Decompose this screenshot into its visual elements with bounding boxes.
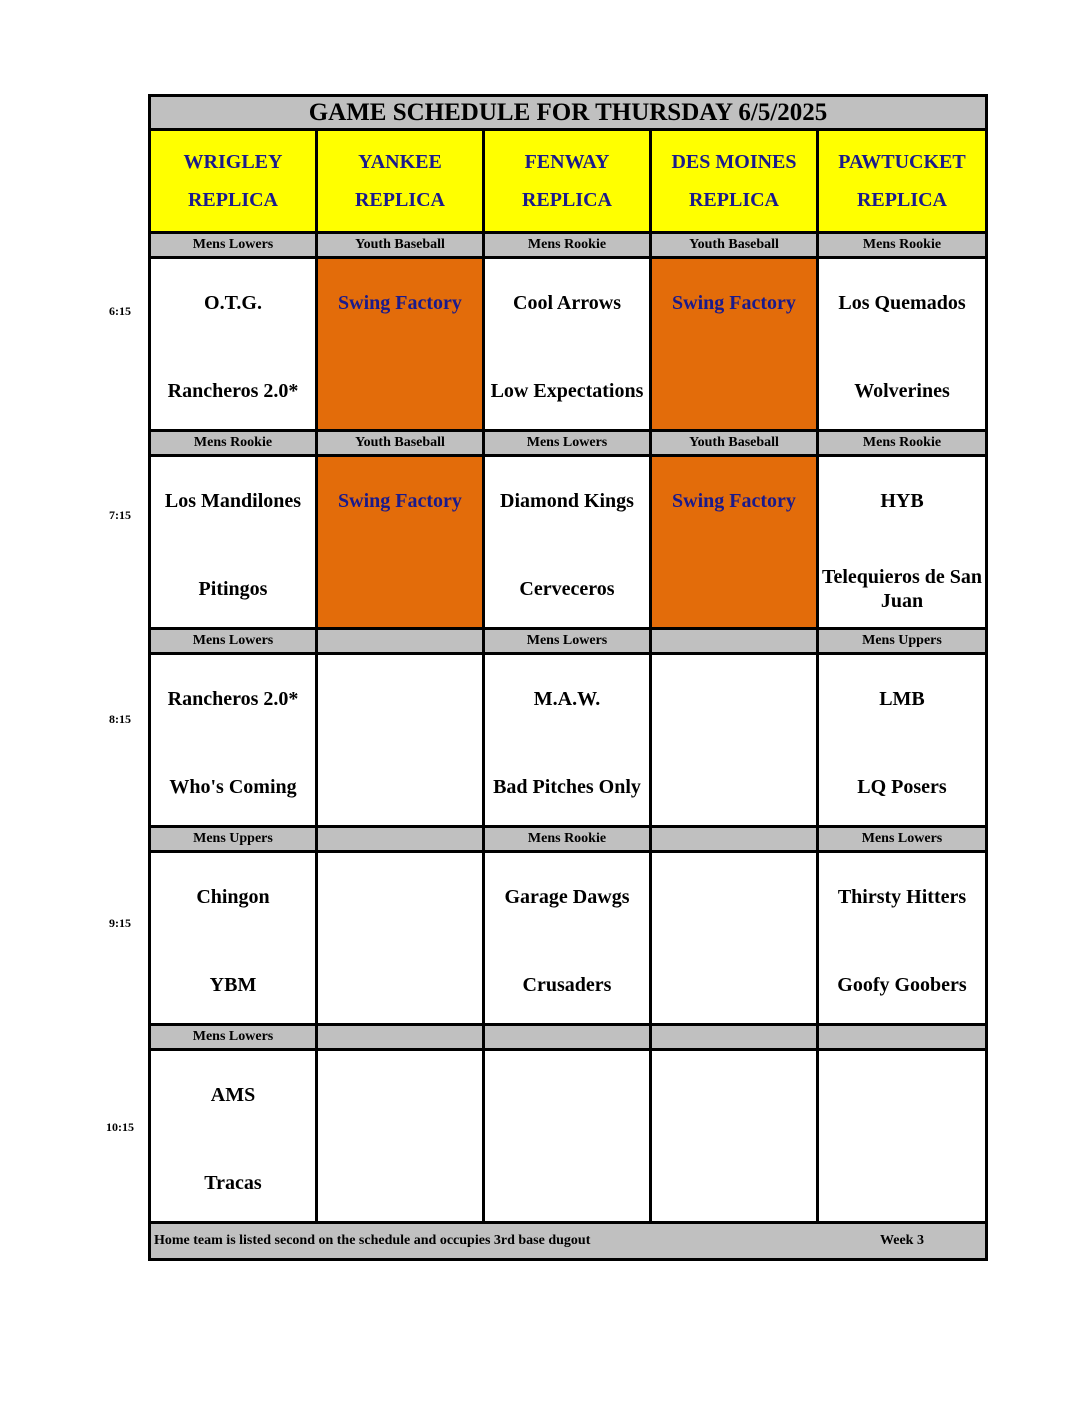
away-team (318, 1077, 482, 1113)
game-row (151, 655, 985, 828)
game-cell (318, 853, 485, 1023)
league-label (318, 1026, 485, 1048)
league-label: Mens Rookie (819, 234, 985, 256)
home-team: Tracas (204, 1172, 262, 1194)
away-team: Cool Arrows (513, 292, 621, 314)
venue-header-pawtucket (819, 131, 985, 231)
league-label: Mens Lowers (151, 1026, 318, 1048)
away-team: Swing Factory (672, 490, 796, 512)
time-label: 9:15 (109, 916, 131, 930)
game-cell (652, 1051, 819, 1221)
league-row (151, 630, 985, 655)
away-team (318, 681, 482, 717)
league-row (151, 1026, 985, 1051)
away-team (819, 1077, 985, 1113)
home-team (652, 567, 816, 611)
league-label: Mens Rookie (485, 828, 652, 850)
home-team-note: Home team is listed second on the schedule and occupies 3rd base dugout (154, 1233, 591, 1248)
league-label: Youth Baseball (652, 234, 819, 256)
league-label: Mens Lowers (819, 828, 985, 850)
away-team: LMB (879, 688, 925, 710)
venue-name: FENWAY (524, 151, 610, 173)
game-cell (318, 457, 485, 627)
game-row (151, 457, 985, 630)
game-cell (819, 655, 985, 825)
game-cell (318, 259, 485, 429)
time-label: 7:15 (109, 508, 131, 522)
away-team (652, 879, 816, 915)
game-row (151, 853, 985, 1026)
home-team (652, 963, 816, 1007)
home-team: Who's Coming (169, 776, 297, 798)
game-cell (151, 259, 318, 429)
game-cell (151, 457, 318, 627)
league-label: Mens Uppers (819, 630, 985, 652)
league-label: Mens Lowers (485, 630, 652, 652)
venue-header-fenway (485, 131, 652, 231)
game-cell (151, 1051, 318, 1221)
home-team (485, 1161, 649, 1205)
league-label: Mens Uppers (151, 828, 318, 850)
game-cell (819, 457, 985, 627)
venue-name: YANKEE (358, 151, 442, 173)
league-row (151, 432, 985, 457)
game-cell (485, 457, 652, 627)
game-cell (318, 1051, 485, 1221)
home-team: Low Expectations (490, 380, 644, 402)
home-team: Crusaders (522, 974, 612, 996)
away-team: Swing Factory (338, 490, 462, 512)
away-team: Chingon (196, 886, 270, 908)
schedule-title: GAME SCHEDULE FOR THURSDAY 6/5/2025 (151, 97, 985, 131)
week-label: Week 3 (880, 1233, 924, 1248)
game-cell (318, 655, 485, 825)
schedule-sheet (148, 94, 988, 1261)
game-cell (485, 1051, 652, 1221)
home-team (652, 369, 816, 413)
league-row (151, 234, 985, 259)
game-cell (652, 655, 819, 825)
league-label (652, 630, 819, 652)
league-label: Mens Lowers (485, 432, 652, 454)
home-team (318, 567, 482, 611)
venue-subtitle: REPLICA (856, 189, 947, 211)
venue-subtitle: REPLICA (521, 189, 612, 211)
league-label (318, 630, 485, 652)
home-team: Wolverines (854, 380, 950, 402)
league-label (485, 1026, 652, 1048)
away-team: Swing Factory (672, 292, 796, 314)
league-label: Mens Rookie (151, 432, 318, 454)
venue-header-yankee (318, 131, 485, 231)
game-cell (652, 457, 819, 627)
venue-header-wrigley (151, 131, 318, 231)
away-team (485, 1077, 649, 1113)
league-label: Youth Baseball (318, 234, 485, 256)
home-team: Pitingos (198, 578, 268, 600)
home-team: LQ Posers (857, 776, 947, 798)
game-cell (819, 853, 985, 1023)
venue-subtitle: REPLICA (187, 189, 278, 211)
away-team (318, 879, 482, 915)
away-team: M.A.W. (533, 688, 601, 710)
time-label: 8:15 (109, 712, 131, 726)
league-label: Youth Baseball (652, 432, 819, 454)
venue-name: DES MOINES (671, 151, 797, 173)
league-label: Mens Rookie (819, 432, 985, 454)
venue-header-des-moines (652, 131, 819, 231)
home-team: Bad Pitches Only (493, 776, 641, 798)
home-team (318, 963, 482, 1007)
home-team (652, 1161, 816, 1205)
time-label: 10:15 (106, 1120, 134, 1134)
game-cell (151, 853, 318, 1023)
venue-subtitle: REPLICA (354, 189, 445, 211)
league-label (652, 828, 819, 850)
time-label: 6:15 (109, 304, 131, 318)
away-team (652, 681, 816, 717)
game-row (151, 259, 985, 432)
away-team (652, 1077, 816, 1113)
league-label: Mens Rookie (485, 234, 652, 256)
away-team: Thirsty Hitters (837, 886, 967, 908)
home-team: Goofy Goobers (837, 974, 967, 996)
home-team: YBM (209, 974, 257, 996)
league-label: Youth Baseball (318, 432, 485, 454)
time-slots (151, 234, 985, 1224)
schedule-footer (151, 1224, 985, 1258)
away-team: AMS (210, 1084, 256, 1106)
away-team: Diamond Kings (500, 490, 634, 512)
home-team: Rancheros 2.0* (167, 380, 299, 402)
game-cell (819, 259, 985, 429)
league-label: Mens Lowers (151, 630, 318, 652)
game-cell (819, 1051, 985, 1221)
game-cell (652, 259, 819, 429)
game-row (151, 1051, 985, 1224)
game-cell (652, 853, 819, 1023)
away-team: Garage Dawgs (504, 886, 630, 908)
league-row (151, 828, 985, 853)
game-cell (485, 259, 652, 429)
away-team: HYB (880, 490, 924, 512)
venue-header-row (151, 131, 985, 234)
away-team: Rancheros 2.0* (167, 688, 299, 710)
away-team: Los Quemados (838, 292, 966, 314)
away-team: Swing Factory (338, 292, 462, 314)
home-team: Telequieros de San Juan (821, 566, 983, 612)
home-team (318, 1161, 482, 1205)
league-label: Mens Lowers (151, 234, 318, 256)
game-cell (485, 853, 652, 1023)
venue-name: WRIGLEY (183, 151, 283, 173)
home-team (318, 369, 482, 413)
home-team (819, 1161, 985, 1205)
venue-subtitle: REPLICA (688, 189, 779, 211)
home-team (318, 765, 482, 809)
league-label (652, 1026, 819, 1048)
away-team: Los Mandilones (164, 490, 302, 512)
league-label (819, 1026, 985, 1048)
home-team (652, 765, 816, 809)
game-cell (485, 655, 652, 825)
away-team: O.T.G. (204, 292, 262, 314)
game-cell (151, 655, 318, 825)
home-team: Cerveceros (519, 578, 615, 600)
league-label (318, 828, 485, 850)
venue-name: PAWTUCKET (838, 151, 966, 173)
